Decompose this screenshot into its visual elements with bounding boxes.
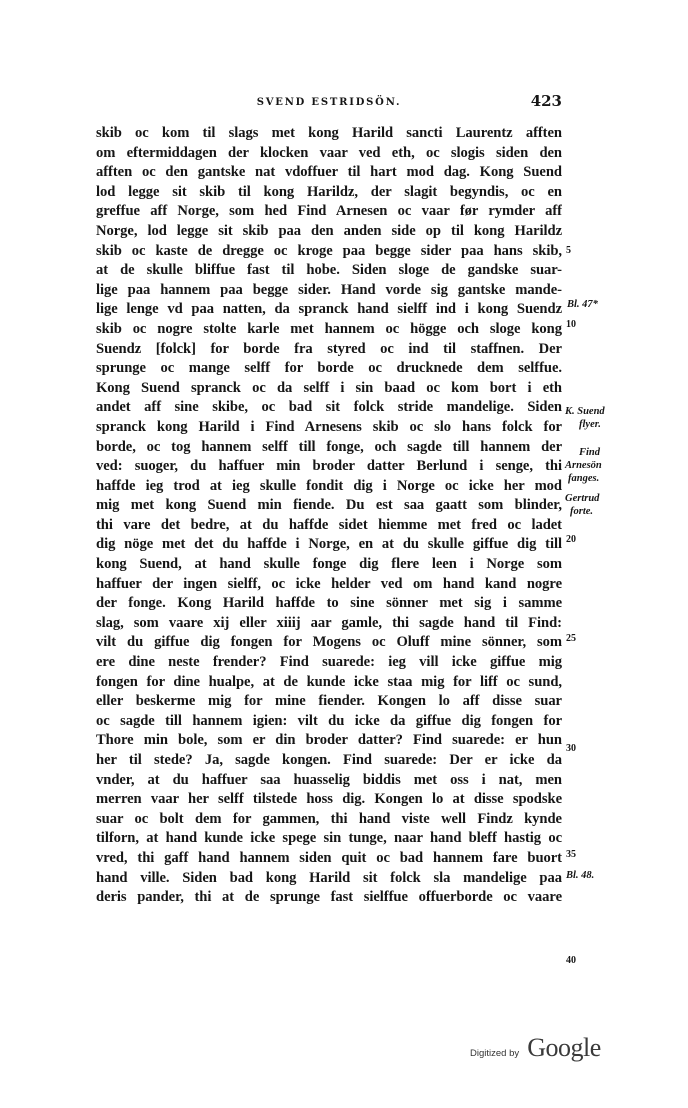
- text-line-1: skib oc kom til slags met kong Harild sancti Laurentz afften: [96, 125, 562, 141]
- text-line-23: kong Suend, at hand skulle fonge dig flere leen i Norge som: [96, 556, 562, 573]
- text-line-40: deris pander, thi at de sprunge fast sielffue offuerborde oc vaare: [96, 889, 562, 906]
- body-text: [96, 124, 562, 908]
- text-line-29: fongen for dine hualpe, at de kunde icke staa mig for liff oc sund,: [96, 673, 562, 690]
- line-number-10: 10: [566, 319, 576, 330]
- text-line-12: Suendz [folck] for borde fra styred oc ind til staffnen. Der: [96, 340, 562, 357]
- margin-note-line: Find: [579, 447, 601, 458]
- text-line-26: slag, som vaare xij eller xiiij aar gamle, thi sagde hand til Find:: [96, 614, 562, 631]
- text-line-25: der fonge. Kong Harild haffde to sine sönner met sig i samme: [96, 595, 562, 612]
- margin-note-find-captured: [565, 446, 602, 485]
- text-line-33: her til stede? Ja, sagde kongen. Find suarede: Der er icke da: [96, 752, 562, 768]
- margin-note-line: Bl. 47*: [567, 299, 598, 310]
- margin-note-line: flyer.: [579, 419, 601, 430]
- text-line-20: mig met kong Suend min fiende. Du est saa gaatt som blinder,: [96, 497, 562, 514]
- text-line-18: ved: suoger, du haffuer min broder datter Berlund i senge, thi: [96, 458, 562, 475]
- line-number-25: 25: [566, 633, 576, 644]
- margin-note-line: Gertrud: [565, 493, 600, 504]
- text-line-39: hand ville. Siden bad kong Harild sit folck sla mandelige paa: [96, 869, 562, 886]
- text-line-16: spranck kong Harild i Find Arnesens skib oc slo hans folck for: [96, 418, 562, 435]
- line-number-20: 20: [566, 534, 576, 545]
- text-line-28: ere dine neste frender? Find suarede: ieg vill icke giffue mig: [96, 654, 562, 671]
- text-line-14: Kong Suend spranck oc da selff i sin baad oc kom bort i eth: [96, 379, 562, 396]
- text-line-10: lige lenge vd paa natten, da spranck hand sielff ind i kong Suendz: [96, 301, 562, 318]
- text-line-30: eller beskerme mig for mine fiender. Kongen lo aff disse suar: [96, 693, 562, 710]
- text-line-5: greffue aff Norge, som hed Find Arnesen oc vaar før rymder aff: [96, 203, 562, 220]
- running-header: [96, 94, 562, 114]
- text-line-4: lod legge sit skib til kong Harildz, der slagit begyndis, oc en: [96, 183, 562, 200]
- page-number: 423: [530, 92, 562, 110]
- text-line-17: borde, oc tog hannem selff till fonge, och sagde till hannem der: [96, 438, 562, 455]
- text-line-13: sprunge oc mange selff for borde oc drucknede dem selffue.: [96, 360, 562, 377]
- text-line-34: vnder, at du haffuer saa huasselig biddis met oss i nat, men: [96, 771, 562, 788]
- margin-note-line: fanges.: [568, 473, 600, 484]
- text-line-31: oc sagde till hannem igien: vilt du icke da giffue dig fongen for: [96, 712, 562, 729]
- text-line-2: om eftermiddagen der klocken vaar ved eth, oc slogis siden den: [96, 144, 562, 161]
- running-title: SVEND ESTRIDSÖN.: [256, 97, 402, 108]
- line-number-5: 5: [566, 245, 571, 256]
- line-number-35: 35: [566, 849, 576, 860]
- margin-note-line: Bl. 48.: [566, 870, 595, 881]
- text-line-27: vilt du giffue dig fongen for Mogens oc Oluff mine sönner, som: [96, 634, 562, 651]
- text-line-15: andet aff sine skibe, oc bad sit folck stride mandelige. Siden: [96, 399, 562, 416]
- margin-note-line: forte.: [570, 506, 594, 517]
- text-line-32: Thore min bole, som er din broder datter? Find suarede: er hun: [96, 732, 562, 749]
- text-line-7: skib oc kaste de dregge oc kroge paa begge sider paa hans skib,: [96, 242, 562, 259]
- margin-note-line: Arnesön: [565, 460, 602, 471]
- text-line-6: Norge, lod legge sit skib paa den anden side op til kong Harildz: [96, 222, 562, 239]
- margin-note-line: K. Suend: [565, 406, 605, 417]
- text-line-38: vred, thi gaff hand hannem siden quit oc bad hannem fare buort: [96, 849, 562, 866]
- google-logo: Google: [527, 1033, 601, 1062]
- text-line-19: haffde ieg trod at ieg skulle fondit dig i Norge oc icke her mod: [96, 477, 562, 494]
- text-line-9: lige paa hannem paa begge sider. Hand vorde sig gantske mande-: [96, 281, 562, 298]
- watermark-prefix: Digitized by: [470, 1048, 520, 1059]
- text-line-35: merren vaar her selff tilstede hoss dig. Kongen lo at disse spodske: [96, 791, 562, 808]
- margin-note-suend-flees: [565, 405, 605, 431]
- text-line-3: afften oc den gantske nat vdoffuer til hart mod dag. Kong Suend: [96, 164, 562, 181]
- line-number-40: 40: [566, 955, 576, 966]
- margin-note-gertrud: [565, 492, 599, 518]
- margin-note-folio-48: [566, 869, 594, 882]
- text-line-24: haffuer der ingen sielff, oc icke helder ved om hand kand nogre: [96, 575, 562, 592]
- text-line-37: tilforn, at hand kunde icke spege sin tunge, naar hand bleff hastig oc: [96, 830, 562, 847]
- line-number-30: 30: [566, 743, 576, 754]
- text-line-21: thi vare det bedre, at du haffde sidet hiemme met fred oc ladet: [96, 516, 562, 533]
- digitized-by-google-watermark: [470, 1033, 620, 1063]
- text-line-36: suar oc bolt dem for gammen, thi hand viste well Findz kynde: [96, 810, 562, 827]
- text-line-22: dig nöge met det du haffde i Norge, en at du skulle giffue dig till: [96, 536, 562, 553]
- text-line-11: skib oc nogre stolte karle met hannem oc högge och sloge kong: [96, 320, 562, 337]
- text-line-8: at de skulle bliffue fast til hobe. Siden sloge de gandske suar-: [96, 262, 562, 279]
- margin-note-folio-47: [567, 298, 598, 311]
